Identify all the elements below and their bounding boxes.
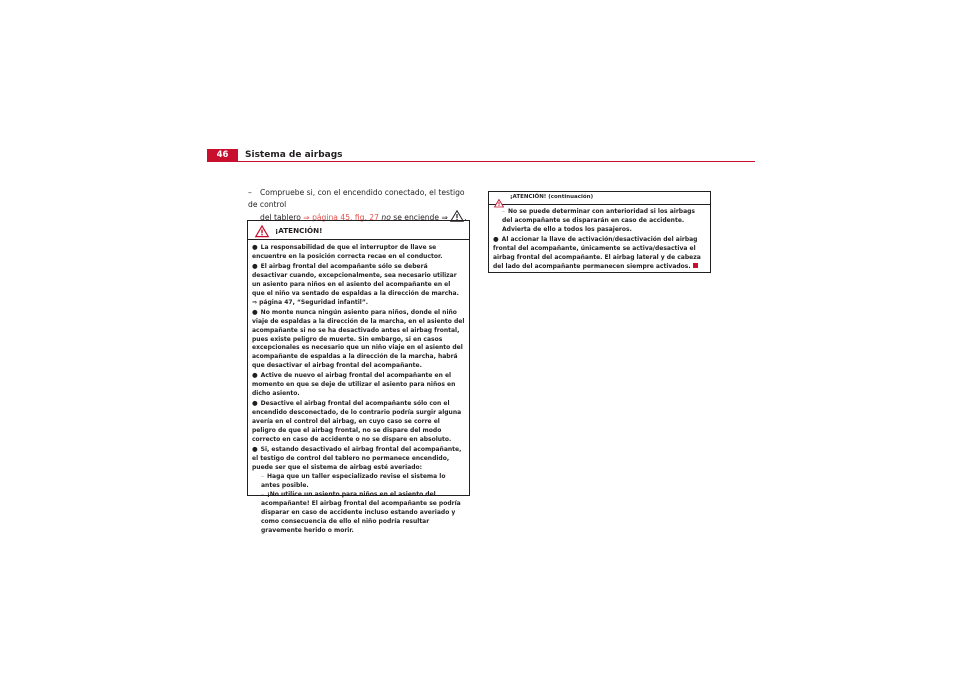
bullet-icon: ● xyxy=(252,243,258,251)
warning-item-text: El airbag frontal del acompañante sólo se deberá desactivar cuando, excepcionalmente, sea necesario utilizar un asiento para niños en el asiento del acompañante en el que el niño va sentado de espaldas a la dirección de marcha. ⇒ página 47, “Seguridad infantil”. xyxy=(252,262,459,306)
bullet-icon: ● xyxy=(252,371,258,380)
intro-line1: Compruebe si, con el encendido conectado, el testigo de control xyxy=(248,188,465,209)
arrow-icon: ⇒ xyxy=(303,213,310,222)
arrow-icon: ⇒ xyxy=(441,213,448,222)
bullet-icon: ● xyxy=(252,444,258,453)
end-of-section-mark xyxy=(693,263,698,268)
bullet-icon: ● xyxy=(252,399,258,408)
warning-item-text: La responsabilidad de que el interruptor de llave se encuentre en la posición correcta recae en el conductor. xyxy=(252,244,443,260)
warning-subitem-text: ¡No utilice un asiento para niños en el asiento del acompañante! El airbag frontal del acompañante se podría disparar en caso de accidente incluso estando averiado y como consecuencia de ello el niño podría resultar gravemente herido o morir. xyxy=(261,490,461,534)
bullet-icon: ● xyxy=(493,234,499,243)
warning-subitem xyxy=(252,491,465,536)
page-link-text: página 45, fig. 27 xyxy=(312,213,379,222)
bullet-icon: ● xyxy=(252,307,258,316)
warning-item-text: Al accionar la llave de activación/desactivación del airbag frontal del acompañante, únicamente se activa/desactiva el airbag frontal del acompañante. El airbag lateral y de cabeza del lado del acompañante permanecen siempre activados. xyxy=(493,235,701,270)
warning-continued-body xyxy=(489,205,710,272)
warning-item xyxy=(493,235,706,272)
intro-paragraph xyxy=(248,187,473,224)
warning-subitem-text: No se puede determinar con anterioridad si los airbags del acompañante se dispararán en caso de accidente. Advierta de ello a todos los pasajeros. xyxy=(502,208,695,233)
intro-no-word: no xyxy=(381,213,391,222)
warning-triangle-icon xyxy=(493,193,505,212)
dash-icon: – xyxy=(502,208,505,215)
warning-item xyxy=(252,262,465,308)
warning-item xyxy=(252,243,465,262)
warning-body xyxy=(248,240,469,536)
warning-item xyxy=(252,445,465,473)
warning-triangle-icon xyxy=(254,223,270,242)
dash-icon: – xyxy=(261,472,264,480)
intro-line2-suffix: se enciende xyxy=(393,213,440,222)
warning-subitem-text: Haga que un taller especializado revise el sistema lo antes posible. xyxy=(261,472,446,489)
warning-item xyxy=(252,371,465,399)
intro-end: . xyxy=(464,213,467,222)
warning-box xyxy=(247,220,470,534)
intro-dash: – xyxy=(248,188,252,197)
warning-title: ¡ATENCIÓN! xyxy=(275,226,323,235)
intro-line2-prefix: del tablero xyxy=(260,213,301,222)
warning-item-text: Desactive el airbag frontal del acompañante sólo con el encendido desconectado, de lo contrario podría surgir alguna avería en el control del airbag, en cuyo caso se corre el peligro de que el airbag frontal, no se dispare del modo correcto en caso de accidente o no se dispare en absoluto. xyxy=(252,400,462,444)
warning-item xyxy=(252,308,465,372)
section-title: Sistema de airbags xyxy=(245,150,343,160)
warning-item-text: Active de nuevo el airbag frontal del acompañante en el momento en que se deje de utilizar el asiento para niños en dicho asiento. xyxy=(252,372,456,398)
bullet-icon: ● xyxy=(252,261,258,270)
dash-icon: – xyxy=(261,490,264,498)
warning-subitem xyxy=(493,208,706,235)
warning-item xyxy=(252,399,465,445)
warning-header xyxy=(248,221,469,240)
warning-continued-header xyxy=(489,192,710,205)
warning-continued-title: ¡ATENCIÓN! (continuación) xyxy=(510,194,594,200)
warning-item-text: No monte nunca ningún asiento para niños, donde el niño viaje de espaldas a la dirección de la marcha, en el asiento del acompañante si no se ha desactivado antes el airbag frontal, pues existe peligro de muerte. Sin embargo, si en casos excepcionales es necesario que un niño viaje en el asiento del acompañante de espaldas a la dirección de la marcha, habrá que desactivar el airbag frontal del acompañante. xyxy=(252,308,465,370)
warning-item-text: Si, estando desactivado el airbag frontal del acompañante, el testigo de control del tablero no permanece encendido, puede ser que el sistema de airbag esté averiado: xyxy=(252,445,462,471)
warning-subitem xyxy=(252,473,465,491)
page-number: 46 xyxy=(207,149,238,161)
warning-continued-box xyxy=(488,191,711,273)
header-rule xyxy=(207,161,755,162)
